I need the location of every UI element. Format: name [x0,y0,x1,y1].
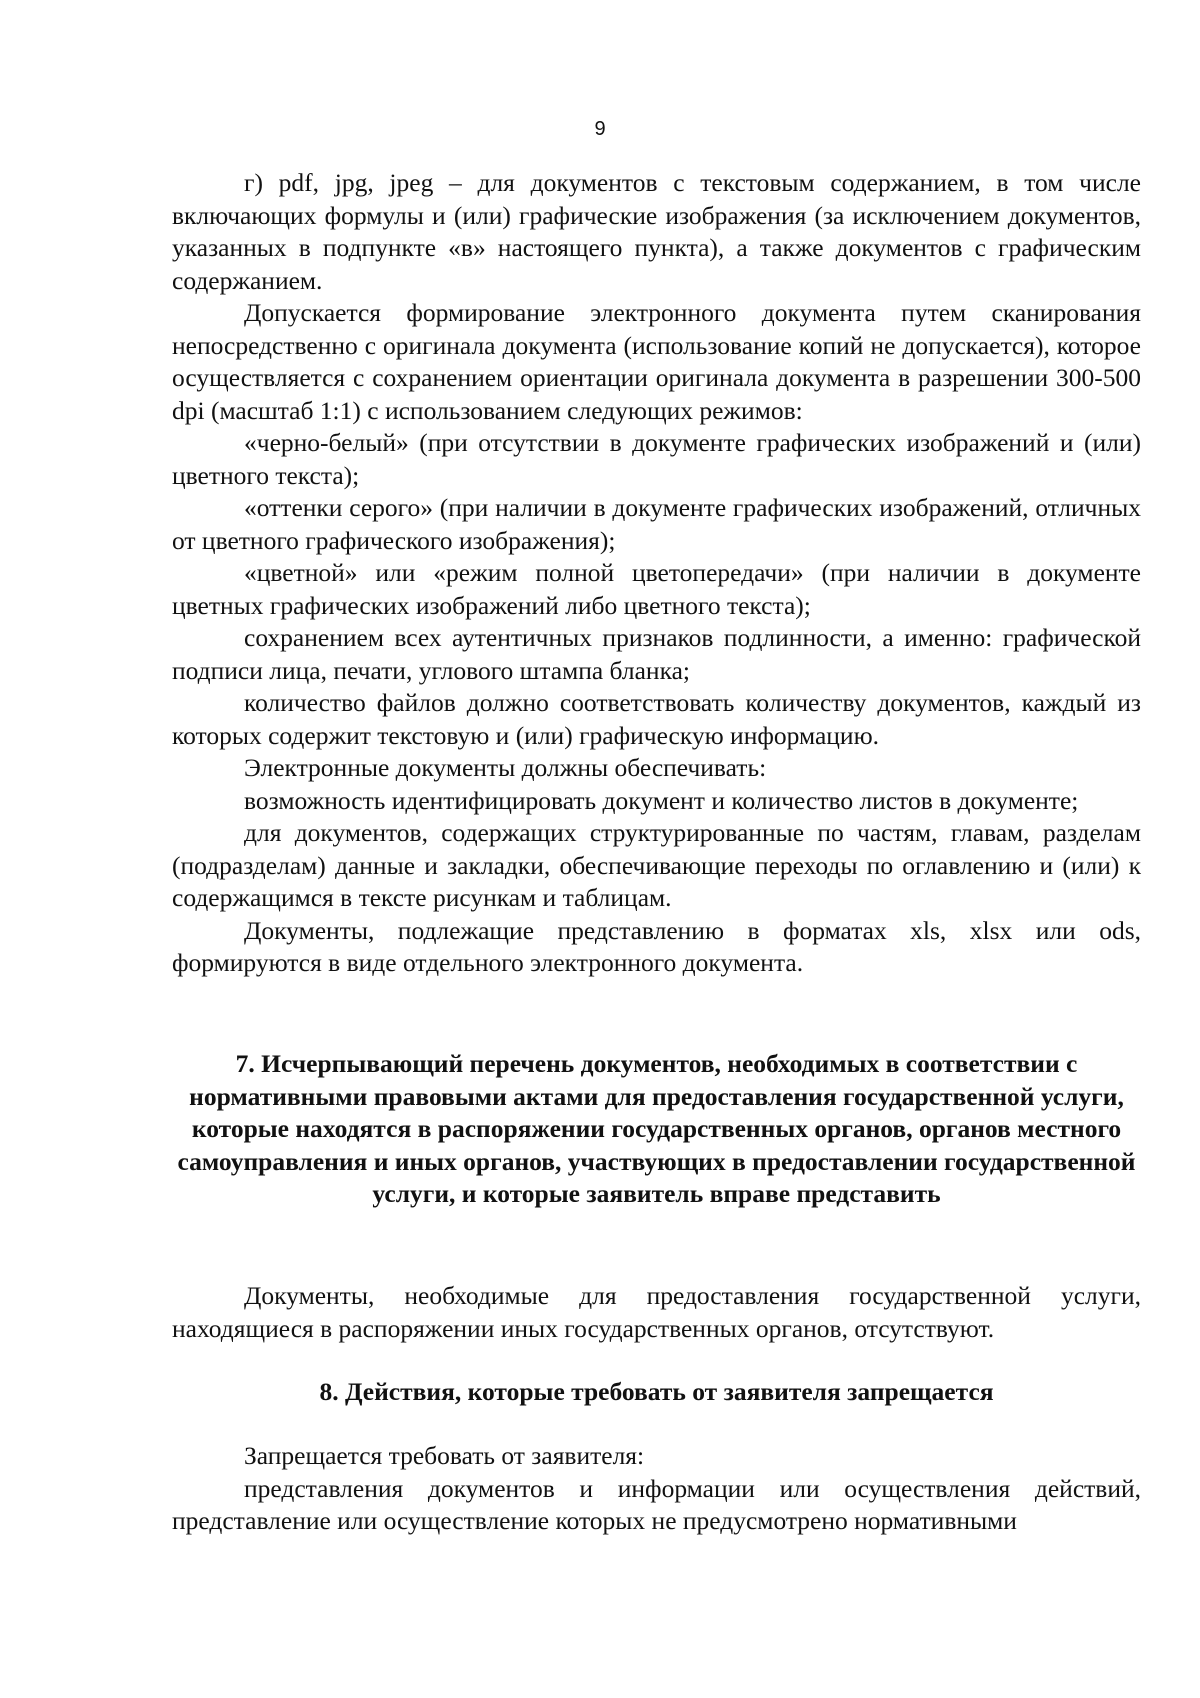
paragraph-file-count: количество файлов должно соответствовать количеству документов, каждый из которых содержит текстовую и (или) графическую информацию. [172,688,1141,750]
section-7-heading: 7. Исчерпывающий перечень документов, необходимых в соответствии с нормативными правовыми актами для предоставления государственной услуги, которые находятся в распоряжении государственных органов, органов местного самоуправления и иных органов, участвующих в предоставлении государственной услуги, и которые заявитель вправе представить [177,1049,1136,1208]
paragraph-identify: возможность идентифицировать документ и количество листов в документе; [244,785,1079,815]
paragraph-format-pdf: г) pdf, jpg, jpeg – для документов с текстовым содержанием, в том числе включающих формулы и (или) графические изображения (за исключением документов, указанных в подпункте «в» настоящего пункта), а также документов с графическим содержанием. [172,168,1141,295]
section-7-body [172,1280,1141,1345]
paragraph-must-provide: Электронные документы должны обеспечивать: [244,753,767,782]
paragraph-spreadsheets: Документы, подлежащие представлению в форматах xls, xlsx или ods, формируются в виде отдельного электронного документа. [172,915,1141,977]
section-8-body [172,1440,1141,1538]
paragraph-section-8-item: представления документов и информации или осуществления действий, представление или осуществление которых не предусмотрено нормативными [172,1473,1141,1535]
paragraph-mode-bw: «черно-белый» (при отсутствии в документе графических изображений и (или) цветного текста); [172,428,1141,490]
page-number: 9 [594,118,606,140]
paragraph-scanning: Допускается формирование электронного документа путем сканирования непосредственно с оригинала документа (использование копий не допускается), которое осуществляется с сохранением ориентации оригинала документа в разрешении 300-500 dpi (масштаб 1:1) с использованием следующих режимов: [172,298,1141,425]
paragraph-bookmarks: для документов, содержащих структурированные по частям, главам, разделам (подразделам) данные и закладки, обеспечивающие переходы по оглавлению и (или) к содержащимся в тексте рисункам и таблицам. [172,818,1141,912]
paragraph-mode-gray: «оттенки серого» (при наличии в документе графических изображений, отличных от цветного графического изображения); [172,493,1141,555]
section-8-heading: 8. Действия, которые требовать от заявителя запрещается [319,1377,994,1406]
paragraph-authenticity: сохранением всех аутентичных признаков подлинности, а именно: графической подписи лица, печати, углового штампа бланка; [172,623,1141,685]
paragraph-section-8-intro: Запрещается требовать от заявителя: [244,1441,645,1470]
body-text-top [172,167,1141,980]
paragraph-mode-color: «цветной» или «режим полной цветопередачи» (при наличии в документе цветных графических изображений либо цветного текста); [172,558,1141,620]
paragraph-section-7: Документы, необходимые для предоставления государственной услуги, находящиеся в распоряжении иных государственных органов, отсутствуют. [172,1281,1141,1343]
